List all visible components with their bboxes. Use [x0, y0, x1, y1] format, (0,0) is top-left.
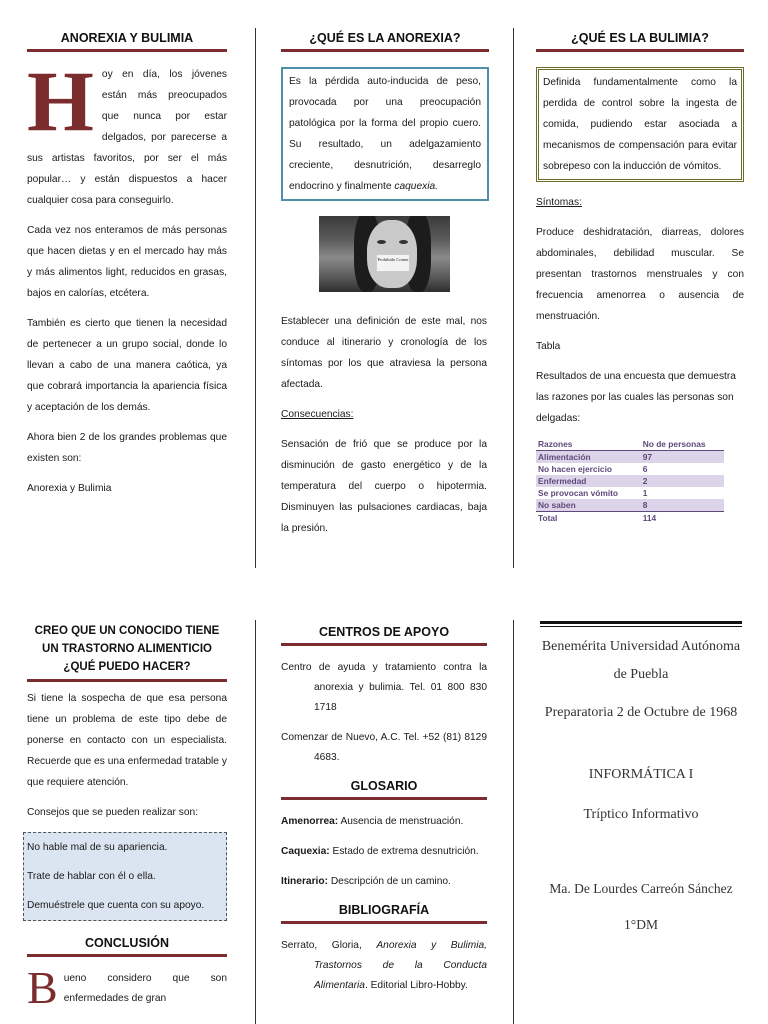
table-total-row — [536, 512, 724, 525]
glossary-term: Itinerario: — [281, 876, 328, 887]
anorexia-definition-end: caquexia. — [394, 181, 438, 192]
glossary-definition: Estado de extrema desnutrición. — [329, 846, 479, 857]
title-rule — [281, 921, 487, 924]
help-paragraph-1: Si tiene la sospecha de que esa persona tiene un problema de este tipo debe de ponerse en contacto con un especialista. Recuerde que es una enfermedad tratable y que requiere atención. — [27, 693, 227, 788]
bulimia-definition: Definida fundamentalmente como la perdida de control sobre la ingesta de comida, pudiendo estar asociada a mecanismos de compensación para evitar sobrepeso con la inducción de vómitos. — [543, 77, 737, 172]
help-paragraph-2: Consejos que se pueden realizar son: — [27, 807, 199, 818]
bibliography-author: Serrato, Gloria, — [281, 940, 377, 951]
title-rule — [27, 49, 227, 52]
title-rule — [281, 797, 487, 800]
intro-text-1: oy en día, los jóvenes están más preocupados que nunca por estar delgados, por parecerse a sus artistas favoritos, por ser el más popular… y están dispuestos a hacer cualquier cosa para conseguirlo. — [27, 69, 227, 206]
panel-cover — [540, 621, 742, 939]
title-rule — [281, 49, 489, 52]
centros-title: CENTROS DE APOYO — [318, 625, 450, 639]
bulimia-paragraph-2: Resultados de una encuesta que demuestra las razones por las cuales las personas son delgadas: — [536, 371, 736, 424]
bulimia-paragraph-1: Produce deshidratación, diarreas, dolores abdominales, debilidad muscular. Se presentan trastornos menstruales y con frecuencia amenorrea o ausencia de menstruación. — [536, 227, 744, 322]
glossary-definition: Ausencia de menstruación. — [338, 816, 464, 827]
panel-bulimia — [536, 30, 744, 524]
anorexia-title: ¿QUÉ ES LA ANOREXIA? — [309, 31, 461, 45]
intro-paragraph-2: Cada vez nos enteramos de más personas que hacen dietas y en el mercado hay más y más alimentos light, reducidos en grasas, bajos en calorías, etcétera. — [27, 225, 227, 299]
tabla-label: Tabla — [536, 341, 561, 352]
teacher-name: Ma. De Lourdes Carreón Sánchez — [549, 881, 733, 896]
table-header: Razones — [536, 438, 641, 451]
bibliography-publisher: . Editorial Libro-Hobby. — [364, 980, 468, 991]
panel-intro — [27, 30, 227, 508]
consecuencias-label: Consecuencias: — [281, 409, 354, 420]
table-cell: Total — [536, 512, 641, 525]
glossary-item — [281, 812, 487, 832]
table-cell: No saben — [536, 499, 641, 512]
bulimia-definition-box — [536, 67, 744, 182]
conclusion-text: ueno considero que son enfermedades de gran — [63, 973, 227, 1004]
glosario-title: GLOSARIO — [350, 779, 418, 793]
column-divider — [255, 620, 256, 1024]
glossary-term: Caquexia: — [281, 846, 330, 857]
dropcap-letter: H — [27, 53, 94, 149]
panel-anorexia — [281, 30, 489, 201]
tip-item: No hable mal de su apariencia. — [27, 842, 168, 853]
intro-title: ANOREXIA Y BULIMIA — [60, 31, 194, 45]
intro-paragraph-1 — [27, 53, 227, 211]
anorexia-definition: Es la pérdida auto-inducida de peso, provocada por una preocupación patológica por la forma del propio cuero. Su resultado, un adelgazamiento creciente, desnutrición, desarreglo endocrino y finalmente — [289, 76, 481, 192]
table-cell: 114 — [641, 512, 724, 525]
table-cell: No hacen ejercicio — [538, 464, 613, 474]
title-rule — [281, 643, 487, 646]
table-cell: 97 — [641, 451, 724, 464]
cover-rule — [540, 621, 742, 624]
tips-box — [23, 832, 227, 921]
help-title: CREO QUE UN CONOCIDO TIENE UN TRASTORNO ALIMENTICIO ¿QUÉ PUEDO HACER? — [34, 625, 220, 673]
bibliography-entry — [281, 936, 487, 996]
conclusion-paragraph — [27, 962, 227, 1013]
school-name: Preparatoria 2 de Octubre de 1968 — [544, 705, 738, 720]
bibliography-title: Anorexia y Bulimia, Trastornos de la Conducta Alimentaria — [314, 940, 488, 991]
column-divider — [513, 28, 514, 568]
conclusion-dropcap: B — [27, 962, 58, 1013]
panel-resources — [281, 624, 487, 1006]
table-cell: 2 — [641, 475, 724, 487]
intro-paragraph-4: Ahora bien 2 de los grandes problemas que existen son: — [27, 432, 227, 464]
title-rule — [536, 49, 744, 52]
table-header: No de personas — [641, 438, 724, 451]
glossary-item — [281, 842, 487, 862]
sintomas-label: Síntomas: — [536, 197, 582, 208]
cover-rule — [540, 626, 742, 627]
table-cell: Alimentación — [536, 451, 641, 464]
support-center-1: Centro de ayuda y tratamiento contra la anorexia y bulimia. Tel. 01 800 830 1718 — [281, 662, 487, 713]
table-cell: 6 — [642, 464, 648, 474]
table-row — [536, 487, 724, 499]
subject-name: INFORMÁTICA I — [588, 767, 694, 782]
tip-item: Demuéstrele que cuenta con su apoyo. — [27, 900, 205, 911]
table-cell: 1 — [642, 488, 648, 498]
tip-item: Trate de hablar con él o ella. — [27, 871, 156, 882]
panel-anorexia-lower — [281, 311, 487, 548]
table-cell: 8 — [641, 499, 724, 512]
table-row — [536, 451, 724, 464]
table-row — [536, 463, 724, 475]
university-name: Benemérita Universidad Autónoma de Puebla — [541, 639, 741, 682]
support-center-2: Comenzar de Nuevo, A.C. Tel. +52 (81) 8129 4683. — [281, 732, 487, 763]
panel-help — [27, 622, 227, 1018]
bulimia-title: ¿QUÉ ES LA BULIMIA? — [571, 31, 709, 45]
table-cell: Enfermedad — [536, 475, 641, 487]
column-divider — [255, 28, 256, 568]
intro-paragraph-5: Anorexia y Bulimia — [27, 483, 112, 494]
title-rule — [27, 954, 227, 957]
document-type: Tríptico Informativo — [583, 807, 699, 822]
table-cell: Se provocan vómito — [538, 488, 619, 498]
intro-paragraph-3: También es cierto que tienen la necesidad de pertenecer a un grupo social, donde lo llevan a cabo de una manera caótica, ya que cobrará importancia la apariencia física y aceptación de los demás. — [27, 318, 227, 413]
column-divider — [513, 620, 514, 1024]
anorexia-paragraph-1: Establecer una definición de este mal, nos conduce al itinerario y cronología de los síntomas por los que atraviesa la persona afectada. — [281, 316, 487, 390]
photo-caption: Prohibido Comer — [376, 254, 410, 272]
glossary-definition: Descripción de un camino. — [327, 876, 451, 887]
title-rule — [27, 679, 227, 682]
glossary-item — [281, 872, 487, 892]
conclusion-title: CONCLUSIÓN — [84, 936, 170, 950]
anorexia-definition-box — [281, 67, 489, 201]
bibliografia-title: BIBLIOGRAFÍA — [338, 903, 430, 917]
anorexia-paragraph-2: Sensación de frió que se produce por la disminución de gasto energético y de la temperatura del cuerpo o hipotermia. Disminuyen las pulsaciones cardiacas, baja la presión. — [281, 439, 487, 534]
prohibited-eating-photo — [319, 216, 450, 292]
group-name: 1°DM — [624, 917, 658, 932]
table-row — [536, 499, 724, 512]
table-row — [536, 475, 724, 487]
glossary-term: Amenorrea: — [281, 816, 339, 827]
survey-table — [536, 438, 724, 524]
